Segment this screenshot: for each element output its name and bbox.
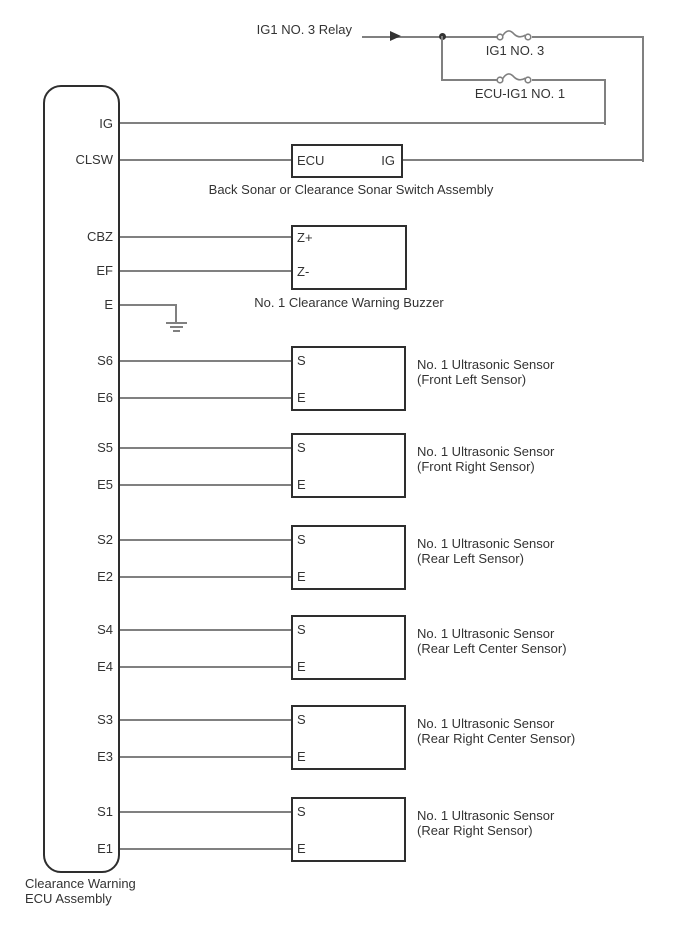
wire-fuse2-to-right: [532, 79, 606, 81]
wire-relay-to-fuse1: [362, 36, 497, 38]
sensor-pin-s: S: [297, 532, 306, 547]
pin-label-s3: S3: [97, 712, 113, 727]
pin-label-s6: S6: [97, 353, 113, 368]
wire-fuse2-down-to-ig: [604, 79, 606, 125]
sensor-pin-s: S: [297, 712, 306, 727]
pin-label-e: E: [104, 297, 113, 312]
pin-label-ig: IG: [99, 116, 113, 131]
wire-s3: [120, 719, 291, 721]
buzzer-pin-zminus: Z-: [297, 264, 310, 279]
pin-label-e5: E5: [97, 477, 113, 492]
sensor-label-front-right: No. 1 Ultrasonic Sensor (Front Right Sensor): [417, 444, 555, 474]
switch-pin-ecu: ECU: [297, 153, 325, 168]
wire-e3: [120, 756, 291, 758]
sensor-label-front-left: No. 1 Ultrasonic Sensor (Front Left Sensor): [417, 357, 555, 387]
wire-s6: [120, 360, 291, 362]
relay-label: IG1 NO. 3 Relay: [256, 22, 352, 37]
wire-ig: [120, 122, 606, 124]
wire-cbz: [120, 236, 291, 238]
sensor-label-rear-left: No. 1 Ultrasonic Sensor (Rear Left Sensor): [417, 536, 555, 566]
wire-fuse1-down-to-switch: [642, 36, 644, 162]
wire-s4: [120, 629, 291, 631]
sensor-pin-e: E: [297, 390, 306, 405]
pin-label-s4: S4: [97, 622, 113, 637]
buzzer-pin-zplus: Z+: [297, 230, 313, 245]
sensor-pin-s: S: [297, 622, 306, 637]
wire-clsw: [120, 159, 291, 161]
wire-s5: [120, 447, 291, 449]
wire-s2: [120, 539, 291, 541]
sensor-pin-s: S: [297, 353, 306, 368]
sensor-box-rear-left-center: [291, 615, 406, 680]
wire-e6: [120, 397, 291, 399]
wire-e5: [120, 484, 291, 486]
sensor-label-rear-right: No. 1 Ultrasonic Sensor (Rear Right Sensor): [417, 808, 555, 838]
wire-e2: [120, 576, 291, 578]
sensor-box-rear-right-center: [291, 705, 406, 770]
wire-e: [120, 304, 177, 306]
pin-label-e4: E4: [97, 659, 113, 674]
wire-junction-drop: [441, 36, 443, 81]
sensor-box-rear-right: [291, 797, 406, 862]
wire-e1: [120, 848, 291, 850]
pin-label-s2: S2: [97, 532, 113, 547]
pin-label-s1: S1: [97, 804, 113, 819]
wire-e-down: [175, 304, 177, 323]
fuse1-label: IG1 NO. 3: [485, 43, 545, 58]
switch-pin-ig: IG: [381, 153, 395, 168]
wire-to-fuse2: [441, 79, 497, 81]
pin-label-e2: E2: [97, 569, 113, 584]
sensor-label-rear-right-center: No. 1 Ultrasonic Sensor (Rear Right Center Sensor): [417, 716, 576, 746]
buzzer-box: [291, 225, 407, 290]
fuse2-label: ECU-IG1 NO. 1: [474, 86, 566, 101]
sensor-pin-e: E: [297, 841, 306, 856]
wire-s1: [120, 811, 291, 813]
pin-label-s5: S5: [97, 440, 113, 455]
wire-ef: [120, 270, 291, 272]
sensor-box-rear-left: [291, 525, 406, 590]
fuse-icon-ig1-no3: [495, 27, 533, 43]
pin-label-clsw: CLSW: [75, 152, 113, 167]
sensor-pin-s: S: [297, 804, 306, 819]
arrow-right-icon: [390, 31, 401, 41]
buzzer-caption: No. 1 Clearance Warning Buzzer: [254, 295, 444, 310]
sonar-switch-box: [291, 144, 403, 178]
sensor-pin-e: E: [297, 749, 306, 764]
fuse-icon-ecu-ig1-no1: [495, 70, 533, 86]
sonar-switch-caption: Back Sonar or Clearance Sonar Switch Assembly: [208, 182, 494, 197]
pin-label-cbz: CBZ: [87, 229, 113, 244]
sensor-box-front-right: [291, 433, 406, 498]
pin-label-e6: E6: [97, 390, 113, 405]
sensor-pin-e: E: [297, 659, 306, 674]
wire-e4: [120, 666, 291, 668]
pin-label-e1: E1: [97, 841, 113, 856]
wire-switch-ig-out: [403, 159, 644, 161]
sensor-pin-e: E: [297, 477, 306, 492]
sensor-label-rear-left-center: No. 1 Ultrasonic Sensor (Rear Left Center Sensor): [417, 626, 567, 656]
sensor-box-front-left: [291, 346, 406, 411]
ecu-assembly-label: Clearance Warning ECU Assembly: [25, 876, 136, 906]
wire-fuse1-to-right: [532, 36, 644, 38]
sensor-pin-e: E: [297, 569, 306, 584]
pin-label-ef: EF: [96, 263, 113, 278]
sensor-pin-s: S: [297, 440, 306, 455]
pin-label-e3: E3: [97, 749, 113, 764]
